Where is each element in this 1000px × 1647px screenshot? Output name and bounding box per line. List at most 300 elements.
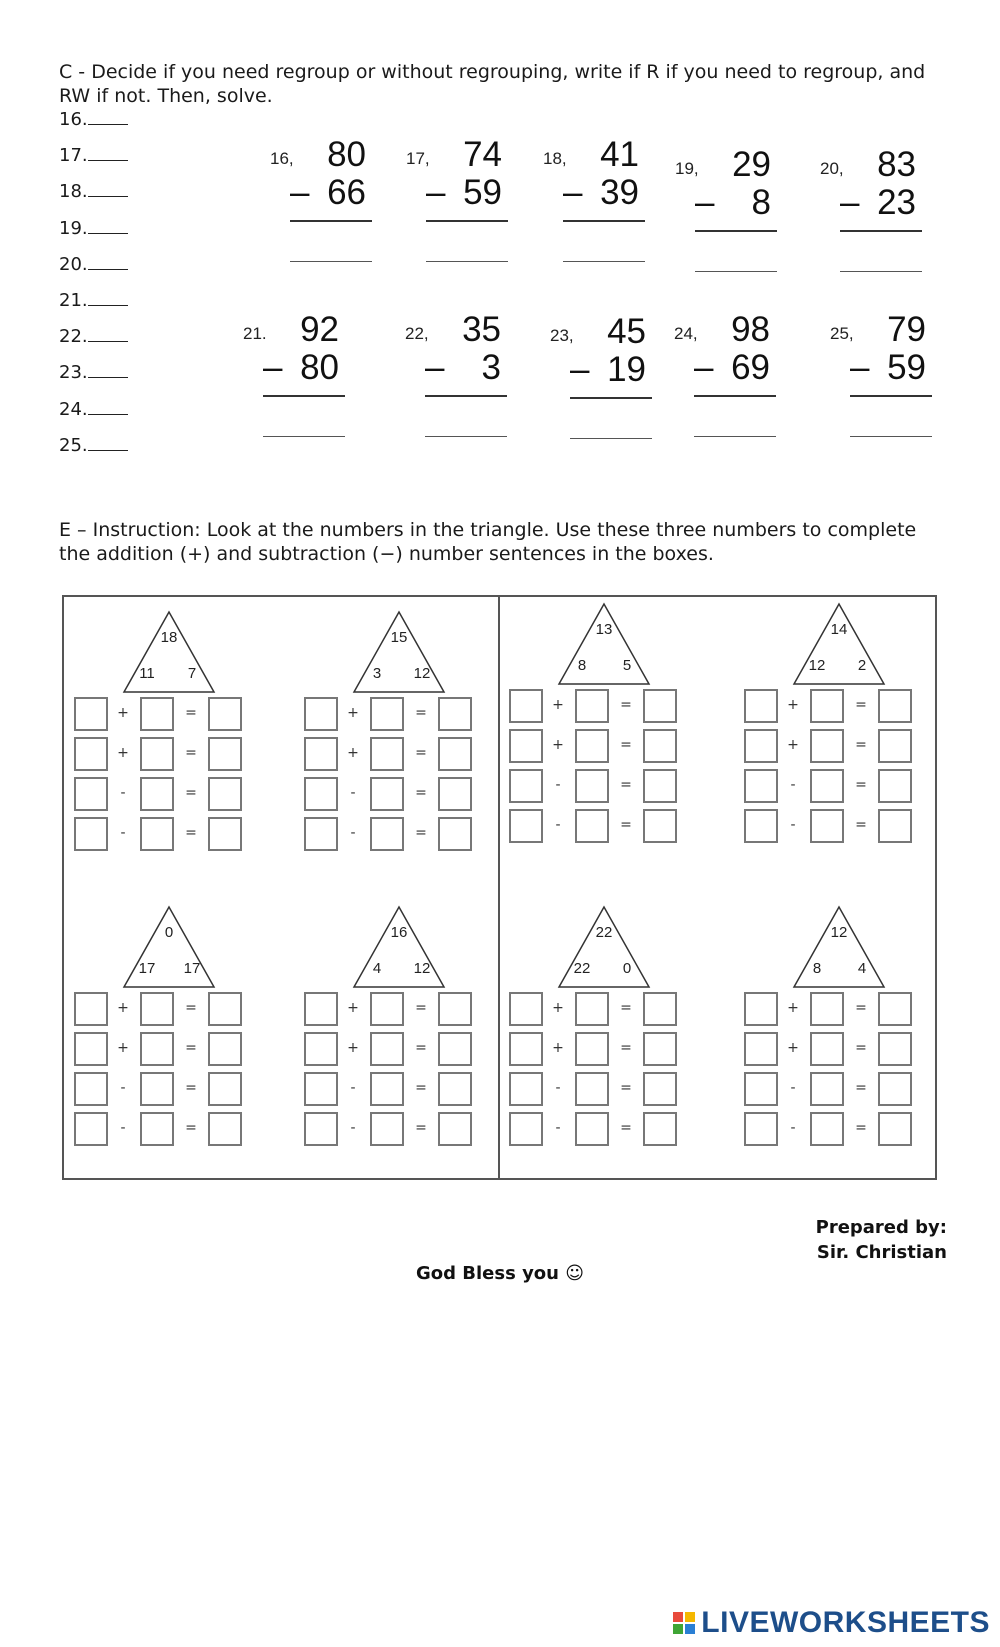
- equals-sign: =: [185, 1000, 197, 1016]
- operator-sign: +: [787, 1000, 799, 1016]
- triangle-top-number: 16: [390, 924, 408, 941]
- operator-sign: +: [347, 1040, 359, 1056]
- answer-box[interactable]: [208, 1112, 242, 1146]
- equals-sign: =: [620, 777, 632, 793]
- answer-box[interactable]: [208, 737, 242, 771]
- number-sentence: [509, 689, 699, 727]
- operator-sign: -: [555, 817, 561, 833]
- answer-blank[interactable]: [88, 398, 128, 415]
- number-sentence: [744, 992, 934, 1030]
- subtraction-problem: [243, 310, 353, 440]
- answer-blank[interactable]: [88, 361, 128, 378]
- answer-box[interactable]: [370, 992, 404, 1026]
- minuend: 41: [600, 135, 639, 174]
- answer-box[interactable]: [744, 1112, 778, 1146]
- problem-label: 24,: [674, 324, 698, 343]
- answer-box[interactable]: [304, 777, 338, 811]
- operator-sign: +: [552, 1000, 564, 1016]
- triangle-top-number: 15: [390, 629, 408, 646]
- answer-box[interactable]: [438, 1032, 472, 1066]
- answer-number: 21.: [59, 290, 88, 311]
- answer-box[interactable]: [438, 992, 472, 1026]
- answer-box[interactable]: [304, 697, 338, 731]
- equals-sign: =: [185, 1080, 197, 1096]
- problem-label: 17,: [406, 149, 430, 168]
- answer-box[interactable]: [304, 1072, 338, 1106]
- operator-sign: +: [347, 705, 359, 721]
- answer-box[interactable]: [878, 809, 912, 843]
- equals-sign: =: [185, 1120, 197, 1136]
- answer-number: 17.: [59, 145, 88, 167]
- number-sentence: [509, 992, 699, 1030]
- answer-box[interactable]: [509, 1112, 543, 1146]
- answer-blank[interactable]: [88, 217, 128, 234]
- answer-box[interactable]: [810, 769, 844, 803]
- operator-sign: +: [787, 1040, 799, 1056]
- number-sentence: [744, 809, 934, 847]
- section-e-instruction: E – Instruction: Look at the numbers in the triangle. Use these three numbers to complete the addition (+) and subtraction (−) number sentences in the boxes.: [59, 519, 917, 565]
- fact-family: [304, 607, 494, 867]
- equals-sign: =: [855, 1000, 867, 1016]
- equals-sign: =: [185, 745, 197, 761]
- answer-line: [59, 361, 128, 383]
- answer-box[interactable]: [509, 1032, 543, 1066]
- answer-box[interactable]: [575, 769, 609, 803]
- triangle-icon: [304, 902, 494, 992]
- answer-box[interactable]: [140, 1112, 174, 1146]
- answer-box[interactable]: [438, 1072, 472, 1106]
- equals-sign: =: [415, 1000, 427, 1016]
- answer-number: 22.: [59, 326, 88, 348]
- answer-box[interactable]: [208, 1072, 242, 1106]
- subtrahend: 59: [887, 348, 926, 387]
- operator-sign: -: [790, 817, 796, 833]
- triangle-top-number: 14: [830, 621, 848, 638]
- problem-rule: [263, 395, 345, 397]
- prepared-label: Prepared by:: [815, 1217, 947, 1238]
- answer-box[interactable]: [878, 1072, 912, 1106]
- triangle-icon: [744, 599, 934, 689]
- triangle-right-number: 12: [413, 960, 431, 977]
- equals-sign: =: [855, 1040, 867, 1056]
- answer-line: [59, 253, 128, 275]
- problem-rule: [425, 395, 507, 397]
- minus-sign: –: [695, 183, 715, 222]
- answer-blank[interactable]: [88, 108, 128, 125]
- triangle-icon: [74, 607, 264, 697]
- fact-family-panel: [62, 595, 937, 1180]
- number-sentence: [304, 697, 494, 735]
- number-sentence: [509, 729, 699, 767]
- minuend: 92: [300, 310, 339, 349]
- answer-box[interactable]: [744, 1032, 778, 1066]
- fact-family: [74, 607, 264, 867]
- answer-box[interactable]: [575, 689, 609, 723]
- answer-blank[interactable]: [88, 253, 128, 270]
- minuend: 29: [732, 145, 771, 184]
- equals-sign: =: [185, 825, 197, 841]
- operator-sign: -: [555, 1120, 561, 1136]
- operator-sign: -: [790, 777, 796, 793]
- triangle-top-number: 12: [830, 924, 848, 941]
- answer-box[interactable]: [370, 817, 404, 851]
- equals-sign: =: [855, 737, 867, 753]
- answer-box[interactable]: [370, 1072, 404, 1106]
- answer-rule[interactable]: [695, 271, 777, 272]
- problem-label: 19,: [675, 159, 699, 178]
- fact-family: [74, 902, 264, 1162]
- answer-box[interactable]: [878, 729, 912, 763]
- equals-sign: =: [415, 705, 427, 721]
- triangle-top-number: 18: [160, 629, 178, 646]
- equals-sign: =: [855, 1120, 867, 1136]
- answer-box[interactable]: [643, 689, 677, 723]
- operator-sign: -: [350, 1080, 356, 1096]
- minuend: 74: [463, 135, 502, 174]
- subtrahend: 3: [481, 348, 501, 387]
- triangle-icon: [304, 607, 494, 697]
- answer-blank[interactable]: [88, 325, 128, 342]
- answer-box[interactable]: [810, 729, 844, 763]
- minus-sign: –: [840, 183, 860, 222]
- minuend: 35: [462, 310, 501, 349]
- answer-box[interactable]: [74, 817, 108, 851]
- number-sentence: [74, 1072, 264, 1110]
- problem-label: 22,: [405, 324, 429, 343]
- answer-rule[interactable]: [570, 438, 652, 439]
- problem-label: 25,: [830, 324, 854, 343]
- problem-rule: [426, 220, 508, 222]
- number-sentence: [509, 1072, 699, 1110]
- operator-sign: +: [117, 1040, 129, 1056]
- triangle-right-number: 5: [622, 657, 632, 674]
- answer-box[interactable]: [370, 777, 404, 811]
- equals-sign: =: [185, 1040, 197, 1056]
- triangle-right-number: 12: [413, 665, 431, 682]
- answer-box[interactable]: [878, 992, 912, 1026]
- answer-box[interactable]: [370, 1032, 404, 1066]
- answer-box[interactable]: [140, 992, 174, 1026]
- operator-sign: -: [120, 1120, 126, 1136]
- triangle-right-number: 7: [187, 665, 197, 682]
- answer-box[interactable]: [878, 689, 912, 723]
- equals-sign: =: [620, 1120, 632, 1136]
- operator-sign: -: [350, 825, 356, 841]
- answer-box[interactable]: [438, 737, 472, 771]
- answer-box[interactable]: [74, 1112, 108, 1146]
- answer-box[interactable]: [208, 777, 242, 811]
- answer-box[interactable]: [575, 1112, 609, 1146]
- answer-rule[interactable]: [840, 271, 922, 272]
- problem-rule: [695, 230, 777, 232]
- answer-box[interactable]: [74, 1072, 108, 1106]
- answer-box[interactable]: [744, 729, 778, 763]
- triangle-right-number: 17: [183, 960, 201, 977]
- answer-box[interactable]: [438, 697, 472, 731]
- triangle-right-number: 0: [622, 960, 632, 977]
- answer-box[interactable]: [810, 1032, 844, 1066]
- equals-sign: =: [855, 1080, 867, 1096]
- answer-box[interactable]: [74, 737, 108, 771]
- operator-sign: -: [350, 1120, 356, 1136]
- number-sentence: [744, 1112, 934, 1150]
- subtrahend: 59: [463, 173, 502, 212]
- answer-box[interactable]: [878, 769, 912, 803]
- answer-box[interactable]: [643, 1072, 677, 1106]
- problem-label: 23,: [550, 326, 574, 345]
- triangle-right-number: 2: [857, 657, 867, 674]
- answer-box[interactable]: [370, 737, 404, 771]
- answer-box[interactable]: [74, 697, 108, 731]
- triangle-left-number: 17: [138, 960, 156, 977]
- triangle-top-number: 0: [164, 924, 174, 941]
- operator-sign: -: [555, 1080, 561, 1096]
- answer-box[interactable]: [509, 769, 543, 803]
- answer-box[interactable]: [438, 1112, 472, 1146]
- subtraction-problem: [820, 145, 930, 275]
- number-sentence: [744, 689, 934, 727]
- answer-box[interactable]: [140, 697, 174, 731]
- subtrahend: 23: [877, 183, 916, 222]
- answer-box[interactable]: [643, 729, 677, 763]
- answer-number: 16.: [59, 109, 88, 130]
- answer-box[interactable]: [370, 697, 404, 731]
- answer-box[interactable]: [575, 1072, 609, 1106]
- answer-box[interactable]: [140, 1032, 174, 1066]
- number-sentence: [304, 737, 494, 775]
- subtraction-problem: [543, 135, 653, 265]
- subtraction-problem: [405, 310, 515, 440]
- answer-box[interactable]: [509, 992, 543, 1026]
- answer-blank[interactable]: [88, 180, 128, 197]
- problem-rule: [290, 220, 372, 222]
- fact-family: [744, 599, 934, 859]
- number-sentence: [74, 817, 264, 855]
- equals-sign: =: [855, 697, 867, 713]
- minus-sign: –: [694, 348, 714, 387]
- number-sentence: [304, 1072, 494, 1110]
- answer-box[interactable]: [509, 1072, 543, 1106]
- answer-box[interactable]: [810, 809, 844, 843]
- logo-mark-icon: [673, 1612, 695, 1634]
- number-sentence: [509, 1032, 699, 1070]
- minus-sign: –: [570, 350, 590, 389]
- answer-box[interactable]: [304, 817, 338, 851]
- triangle-top-number: 22: [595, 924, 613, 941]
- answer-box[interactable]: [74, 777, 108, 811]
- problem-label: 20,: [820, 159, 844, 178]
- subtraction-problem: [830, 310, 940, 440]
- answer-box[interactable]: [208, 817, 242, 851]
- answer-rule[interactable]: [425, 436, 507, 437]
- operator-sign: +: [117, 745, 129, 761]
- triangle-right-number: 4: [857, 960, 867, 977]
- answer-line: [59, 434, 128, 456]
- equals-sign: =: [415, 1040, 427, 1056]
- answer-box[interactable]: [304, 992, 338, 1026]
- answer-box[interactable]: [643, 769, 677, 803]
- answer-box[interactable]: [208, 992, 242, 1026]
- operator-sign: +: [347, 745, 359, 761]
- number-sentence: [74, 1112, 264, 1150]
- equals-sign: =: [855, 817, 867, 833]
- problem-rule: [694, 395, 776, 397]
- operator-sign: +: [117, 1000, 129, 1016]
- answer-box[interactable]: [575, 729, 609, 763]
- problem-rule: [840, 230, 922, 232]
- operator-sign: -: [790, 1080, 796, 1096]
- answer-line: [59, 289, 128, 311]
- triangle-left-number: 22: [573, 960, 591, 977]
- number-sentence: [744, 1072, 934, 1110]
- answer-rule[interactable]: [850, 436, 932, 437]
- minuend: 83: [877, 145, 916, 184]
- answer-blank[interactable]: [88, 144, 128, 161]
- answer-number: 20.: [59, 253, 88, 275]
- blessing: God Bless you ☺: [415, 1263, 585, 1284]
- answer-number: 23.: [59, 362, 88, 384]
- operator-sign: -: [790, 1120, 796, 1136]
- answer-box[interactable]: [810, 992, 844, 1026]
- number-sentence: [304, 1032, 494, 1070]
- answer-box[interactable]: [74, 992, 108, 1026]
- answer-box[interactable]: [744, 769, 778, 803]
- answer-box[interactable]: [575, 1032, 609, 1066]
- logo-text: LIVEWORKSHEETS: [701, 1606, 990, 1639]
- answer-box[interactable]: [643, 1032, 677, 1066]
- subtraction-problem: [550, 312, 660, 442]
- equals-sign: =: [415, 825, 427, 841]
- minus-sign: –: [425, 348, 445, 387]
- answer-box[interactable]: [438, 777, 472, 811]
- equals-sign: =: [415, 1080, 427, 1096]
- answer-box[interactable]: [575, 809, 609, 843]
- answer-line: [59, 180, 128, 202]
- answer-box[interactable]: [304, 1032, 338, 1066]
- answer-box[interactable]: [438, 817, 472, 851]
- problem-label: 21.: [243, 324, 267, 343]
- number-sentence: [74, 737, 264, 775]
- equals-sign: =: [620, 697, 632, 713]
- number-sentence: [74, 777, 264, 815]
- minus-sign: –: [290, 173, 310, 212]
- operator-sign: -: [120, 825, 126, 841]
- answer-box[interactable]: [140, 1072, 174, 1106]
- equals-sign: =: [855, 777, 867, 793]
- triangle-left-number: 8: [577, 657, 587, 674]
- answer-box[interactable]: [208, 697, 242, 731]
- answer-box[interactable]: [810, 1112, 844, 1146]
- answer-rule[interactable]: [694, 436, 776, 437]
- answer-line: [59, 398, 128, 420]
- answer-box[interactable]: [140, 737, 174, 771]
- subtraction-problem: [675, 145, 785, 275]
- answer-box[interactable]: [208, 1032, 242, 1066]
- number-sentence: [74, 992, 264, 1030]
- operator-sign: +: [117, 705, 129, 721]
- answer-box[interactable]: [74, 1032, 108, 1066]
- answer-box[interactable]: [810, 689, 844, 723]
- number-sentence: [304, 777, 494, 815]
- subtrahend: 66: [327, 173, 366, 212]
- answer-box[interactable]: [744, 1072, 778, 1106]
- equals-sign: =: [185, 785, 197, 801]
- answer-box[interactable]: [810, 1072, 844, 1106]
- subtrahend: 69: [731, 348, 770, 387]
- answer-box[interactable]: [643, 992, 677, 1026]
- triangle-top-number: 13: [595, 621, 613, 638]
- answer-box[interactable]: [304, 1112, 338, 1146]
- equals-sign: =: [620, 1000, 632, 1016]
- answer-box[interactable]: [744, 809, 778, 843]
- answer-box[interactable]: [509, 809, 543, 843]
- minus-sign: –: [426, 173, 446, 212]
- problem-rule: [850, 395, 932, 397]
- answer-rule[interactable]: [563, 261, 645, 262]
- number-sentence: [509, 1112, 699, 1150]
- answer-number: 18.: [59, 181, 88, 203]
- answer-line: [59, 217, 128, 239]
- minus-sign: –: [563, 173, 583, 212]
- answer-line: [59, 325, 128, 347]
- triangle-icon: [744, 902, 934, 992]
- number-sentence: [304, 1112, 494, 1150]
- answer-box[interactable]: [140, 777, 174, 811]
- answer-box[interactable]: [744, 689, 778, 723]
- operator-sign: -: [120, 1080, 126, 1096]
- triangle-left-number: 4: [372, 960, 382, 977]
- triangle-left-number: 8: [812, 960, 822, 977]
- minuend: 79: [887, 310, 926, 349]
- answer-number: 24.: [59, 398, 88, 420]
- answer-box[interactable]: [643, 1112, 677, 1146]
- triangle-left-number: 3: [372, 665, 382, 682]
- prepared-by: [816, 1215, 947, 1265]
- operator-sign: +: [787, 737, 799, 753]
- answer-number: 25.: [59, 434, 88, 456]
- answer-box[interactable]: [509, 729, 543, 763]
- answer-box[interactable]: [509, 689, 543, 723]
- minus-sign: –: [850, 348, 870, 387]
- answer-box[interactable]: [643, 809, 677, 843]
- answer-blank[interactable]: [88, 289, 128, 306]
- answer-box[interactable]: [878, 1112, 912, 1146]
- answer-rule[interactable]: [426, 261, 508, 262]
- triangle-left-number: 11: [139, 665, 155, 682]
- answer-box[interactable]: [140, 817, 174, 851]
- fact-family: [744, 902, 934, 1162]
- answer-box[interactable]: [575, 992, 609, 1026]
- fact-family: [304, 902, 494, 1162]
- equals-sign: =: [185, 705, 197, 721]
- equals-sign: =: [415, 1120, 427, 1136]
- liveworksheets-logo: [673, 1605, 990, 1641]
- equals-sign: =: [415, 745, 427, 761]
- answer-rule[interactable]: [263, 436, 345, 437]
- answer-box[interactable]: [304, 737, 338, 771]
- minuend: 98: [731, 310, 770, 349]
- answer-box[interactable]: [744, 992, 778, 1026]
- answer-line: [59, 108, 128, 130]
- answer-box[interactable]: [370, 1112, 404, 1146]
- answer-rule[interactable]: [290, 261, 372, 262]
- operator-sign: -: [350, 785, 356, 801]
- answer-box[interactable]: [878, 1032, 912, 1066]
- answer-blank[interactable]: [88, 434, 128, 451]
- equals-sign: =: [620, 737, 632, 753]
- triangle-icon: [74, 902, 264, 992]
- number-sentence: [509, 809, 699, 847]
